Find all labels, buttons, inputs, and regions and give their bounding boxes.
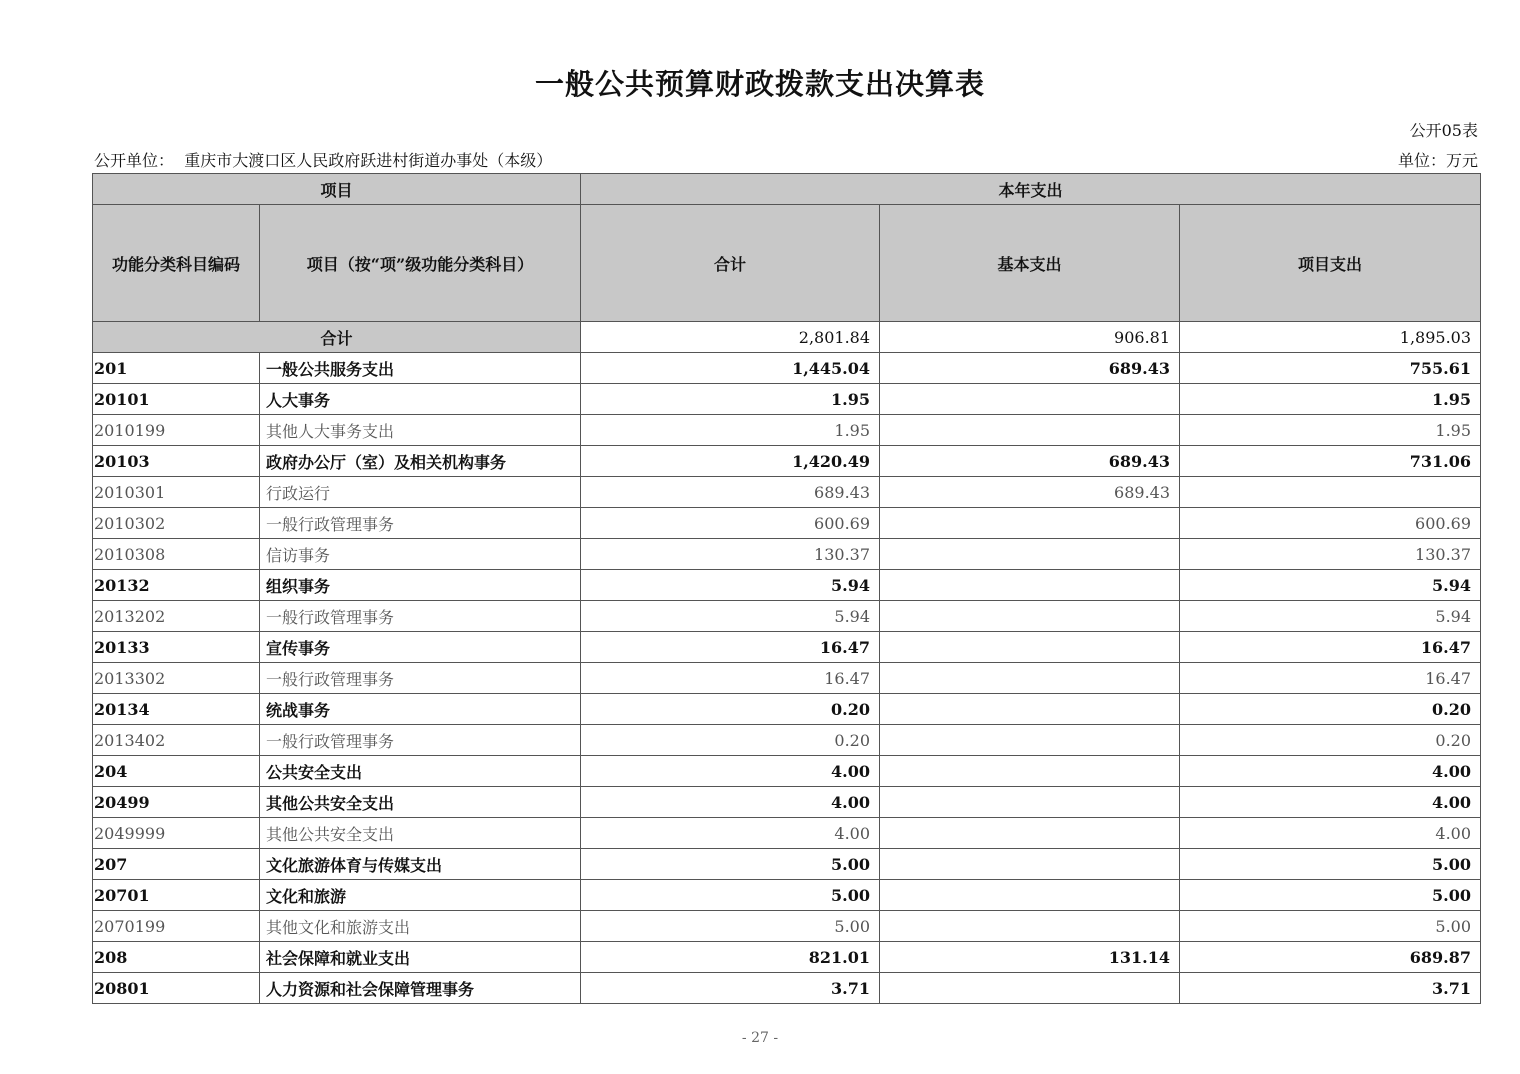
row-basic: 131.14	[880, 942, 1180, 973]
row-code: 20132	[93, 570, 260, 601]
row-name: 一般行政管理事务	[260, 725, 581, 756]
unit-line	[94, 148, 1478, 170]
row-project: 755.61	[1180, 353, 1481, 384]
row-name: 人大事务	[260, 384, 581, 415]
header-project: 项目	[93, 174, 581, 205]
row-total: 4.00	[581, 818, 880, 849]
row-code: 2013402	[93, 725, 260, 756]
row-basic	[880, 632, 1180, 663]
row-code: 20133	[93, 632, 260, 663]
row-basic: 689.43	[880, 353, 1180, 384]
row-basic	[880, 663, 1180, 694]
page-number: - 27 -	[741, 1030, 779, 1046]
total-project: 1,895.03	[1180, 322, 1481, 353]
row-project: 3.71	[1180, 973, 1481, 1004]
row-project: 5.94	[1180, 570, 1481, 601]
table-row	[93, 415, 1481, 446]
table-row	[93, 353, 1481, 384]
total-row	[93, 322, 1481, 353]
row-basic	[880, 694, 1180, 725]
row-basic	[880, 973, 1180, 1004]
row-basic	[880, 818, 1180, 849]
publishing-unit	[94, 148, 552, 171]
total-label: 合计	[93, 322, 581, 353]
row-code: 20103	[93, 446, 260, 477]
header-current-year: 本年支出	[581, 174, 1481, 205]
table-row	[93, 942, 1481, 973]
table-row	[93, 601, 1481, 632]
header-row-bottom	[93, 205, 1481, 322]
row-total: 16.47	[581, 663, 880, 694]
header-code: 功能分类科目编码	[93, 205, 260, 322]
row-basic	[880, 415, 1180, 446]
row-total: 1,445.04	[581, 353, 880, 384]
row-project: 1.95	[1180, 384, 1481, 415]
row-code: 2010199	[93, 415, 260, 446]
header-name: 项目（按“项”级功能分类科目）	[260, 205, 581, 322]
row-code: 2010308	[93, 539, 260, 570]
row-basic	[880, 849, 1180, 880]
row-total: 130.37	[581, 539, 880, 570]
row-project: 5.00	[1180, 849, 1481, 880]
row-total: 5.00	[581, 880, 880, 911]
unit-name: 重庆市大渡口区人民政府跃进村街道办事处（本级）	[184, 151, 553, 170]
row-total: 0.20	[581, 694, 880, 725]
table-row	[93, 973, 1481, 1004]
table-row	[93, 663, 1481, 694]
row-project: 5.94	[1180, 601, 1481, 632]
row-name: 信访事务	[260, 539, 581, 570]
table-row	[93, 725, 1481, 756]
expenditure-table	[92, 173, 1481, 1004]
row-name: 组织事务	[260, 570, 581, 601]
row-basic	[880, 508, 1180, 539]
row-total: 600.69	[581, 508, 880, 539]
row-name: 其他公共安全支出	[260, 787, 581, 818]
header-total: 合计	[581, 205, 880, 322]
row-name: 其他人大事务支出	[260, 415, 581, 446]
row-project: 4.00	[1180, 818, 1481, 849]
row-basic	[880, 601, 1180, 632]
row-basic	[880, 880, 1180, 911]
row-code: 20801	[93, 973, 260, 1004]
row-code: 2070199	[93, 911, 260, 942]
row-total: 689.43	[581, 477, 880, 508]
row-code: 2010301	[93, 477, 260, 508]
header-basic: 基本支出	[880, 205, 1180, 322]
total-amount: 2,801.84	[581, 322, 880, 353]
row-project: 5.00	[1180, 911, 1481, 942]
row-basic: 689.43	[880, 446, 1180, 477]
row-code: 204	[93, 756, 260, 787]
row-name: 一般公共服务支出	[260, 353, 581, 384]
row-name: 其他文化和旅游支出	[260, 911, 581, 942]
row-total: 1.95	[581, 384, 880, 415]
table-row	[93, 632, 1481, 663]
unit-label: 公开单位：	[94, 151, 175, 170]
row-name: 文化和旅游	[260, 880, 581, 911]
row-total: 0.20	[581, 725, 880, 756]
table-row	[93, 570, 1481, 601]
row-code: 20701	[93, 880, 260, 911]
page-title: 一般公共预算财政拨款支出决算表	[534, 67, 985, 101]
row-total: 1,420.49	[581, 446, 880, 477]
row-total: 1.95	[581, 415, 880, 446]
row-basic	[880, 911, 1180, 942]
table-number: 公开05表	[1409, 121, 1478, 140]
row-name: 行政运行	[260, 477, 581, 508]
table-row	[93, 756, 1481, 787]
row-basic	[880, 725, 1180, 756]
row-basic: 689.43	[880, 477, 1180, 508]
row-basic	[880, 787, 1180, 818]
row-name: 政府办公厅（室）及相关机构事务	[260, 446, 581, 477]
table-row	[93, 384, 1481, 415]
header-row-top	[93, 174, 1481, 205]
row-total: 16.47	[581, 632, 880, 663]
row-code: 20101	[93, 384, 260, 415]
row-name: 一般行政管理事务	[260, 508, 581, 539]
table-row	[93, 508, 1481, 539]
row-project: 4.00	[1180, 756, 1481, 787]
row-project: 16.47	[1180, 632, 1481, 663]
row-name: 一般行政管理事务	[260, 663, 581, 694]
row-total: 5.94	[581, 601, 880, 632]
row-total: 4.00	[581, 756, 880, 787]
row-project: 16.47	[1180, 663, 1481, 694]
row-basic	[880, 756, 1180, 787]
row-project: 0.20	[1180, 694, 1481, 725]
row-code: 201	[93, 353, 260, 384]
row-project: 4.00	[1180, 787, 1481, 818]
row-total: 3.71	[581, 973, 880, 1004]
row-project: 5.00	[1180, 880, 1481, 911]
row-name: 其他公共安全支出	[260, 818, 581, 849]
row-total: 4.00	[581, 787, 880, 818]
table-row	[93, 446, 1481, 477]
table-row	[93, 880, 1481, 911]
row-code: 207	[93, 849, 260, 880]
row-name: 统战事务	[260, 694, 581, 725]
row-project: 731.06	[1180, 446, 1481, 477]
row-total: 5.00	[581, 849, 880, 880]
table-row	[93, 849, 1481, 880]
table-row	[93, 818, 1481, 849]
row-project: 130.37	[1180, 539, 1481, 570]
table-row	[93, 477, 1481, 508]
row-project: 1.95	[1180, 415, 1481, 446]
table-row	[93, 787, 1481, 818]
row-code: 20134	[93, 694, 260, 725]
row-code: 2049999	[93, 818, 260, 849]
row-code: 208	[93, 942, 260, 973]
row-project: 0.20	[1180, 725, 1481, 756]
row-code: 2010302	[93, 508, 260, 539]
row-name: 人力资源和社会保障管理事务	[260, 973, 581, 1004]
table-row	[93, 911, 1481, 942]
row-name: 宣传事务	[260, 632, 581, 663]
row-project: 689.87	[1180, 942, 1481, 973]
row-total: 5.94	[581, 570, 880, 601]
row-code: 2013202	[93, 601, 260, 632]
row-basic	[880, 384, 1180, 415]
row-total: 5.00	[581, 911, 880, 942]
row-basic	[880, 570, 1180, 601]
row-name: 文化旅游体育与传媒支出	[260, 849, 581, 880]
table-row	[93, 694, 1481, 725]
row-name: 社会保障和就业支出	[260, 942, 581, 973]
row-basic	[880, 539, 1180, 570]
row-code: 2013302	[93, 663, 260, 694]
row-name: 公共安全支出	[260, 756, 581, 787]
table-row	[93, 539, 1481, 570]
row-total: 821.01	[581, 942, 880, 973]
total-basic: 906.81	[880, 322, 1180, 353]
unit-measure: 单位：万元	[1397, 151, 1478, 170]
row-project: 600.69	[1180, 508, 1481, 539]
row-code: 20499	[93, 787, 260, 818]
row-name: 一般行政管理事务	[260, 601, 581, 632]
header-project-exp: 项目支出	[1180, 205, 1481, 322]
row-project	[1180, 477, 1481, 508]
